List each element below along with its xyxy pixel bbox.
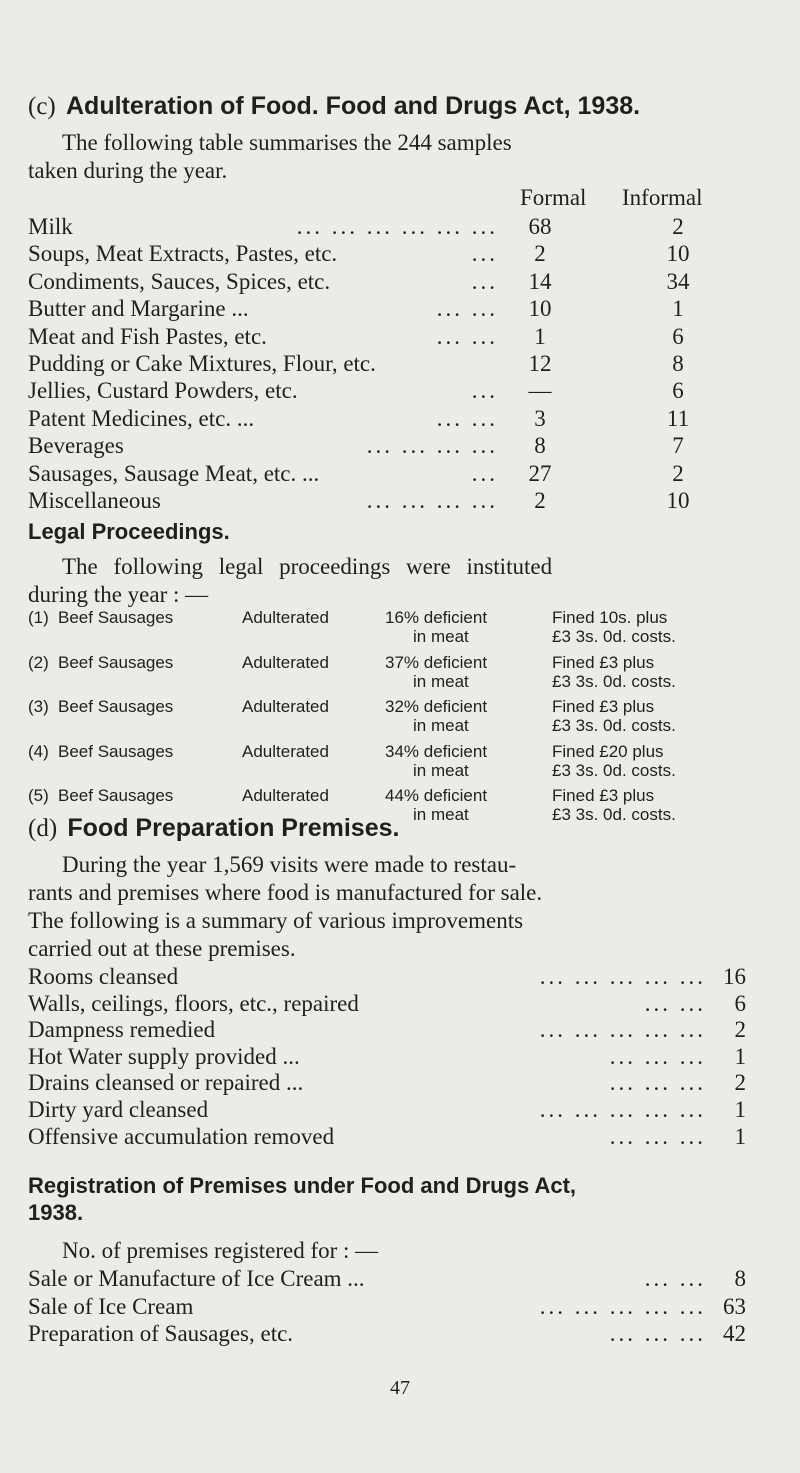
improvement-row: [28, 1017, 746, 1047]
case-penalty: Fined £20 plus: [552, 741, 664, 761]
registration-row: [28, 1266, 746, 1296]
sample-formal-count: 1: [534, 323, 546, 349]
improvement-label: Offensive accumulation removed: [28, 1123, 335, 1149]
leader-dots: ... ... ... ... ...: [539, 1293, 706, 1319]
section-c-title: Adulteration of Food. Food and Drugs Act, 1938.: [66, 92, 641, 120]
improvement-label: Dampness remedied: [28, 1017, 216, 1043]
case-number: (3): [28, 697, 49, 716]
sample-formal-count: 68: [528, 214, 552, 239]
sample-row: [28, 296, 746, 326]
sample-informal-count: 7: [672, 433, 684, 459]
case-status: Adulterated: [242, 786, 329, 805]
improvement-label: Walls, ceilings, floors, etc., repaired: [28, 990, 359, 1016]
leader-dots: ... ... ... ... ... ...: [296, 214, 498, 239]
improvement-row: [28, 964, 746, 994]
case-penalty-cont: £3 3s. 0d. costs.: [552, 805, 676, 824]
sample-row: [28, 461, 746, 491]
legal-intro-1: The following legal proceedings were instituted: [62, 554, 553, 579]
case-penalty: Fined £3 plus: [552, 786, 655, 805]
registration-row: [28, 1321, 746, 1351]
case-penalty-cont: £3 3s. 0d. costs.: [552, 671, 676, 691]
leader-dots: ... ...: [644, 1266, 706, 1291]
leader-dots: ... ... ...: [609, 1123, 706, 1149]
leader-dots: ... ... ... ... ...: [539, 1017, 706, 1043]
case-penalty: Fined £3 plus: [552, 652, 655, 672]
case-number: (2): [28, 652, 49, 672]
sample-informal-count: 11: [666, 405, 690, 431]
improvement-row: [28, 1097, 746, 1127]
legal-case: [28, 697, 768, 739]
leader-dots: ... ... ... ... ...: [539, 1097, 706, 1122]
case-number: (4): [28, 741, 49, 761]
leader-dots: ... ... ...: [609, 1070, 706, 1096]
leader-dots: ... ... ... ... ...: [539, 964, 706, 989]
sample-informal-count: 6: [672, 323, 684, 349]
legal-case: [28, 608, 768, 650]
sample-row: [28, 324, 746, 354]
legal-title: Legal Proceedings.: [28, 519, 230, 544]
case-finding-cont: in meat: [413, 760, 469, 780]
leader-dots: ...: [471, 378, 498, 404]
case-item: Beef Sausages: [58, 741, 174, 761]
case-number: (5): [28, 786, 49, 805]
case-item: Beef Sausages: [58, 786, 174, 805]
legal-case: [28, 742, 768, 784]
section-d-para-1: During the year 1,569 visits were made to restau-: [62, 852, 517, 877]
sample-row: [28, 406, 746, 436]
leader-dots: ... ...: [436, 323, 498, 349]
improvement-row: [28, 991, 746, 1021]
registration-label: Sale of Ice Cream: [28, 1293, 194, 1319]
sample-row: [28, 433, 746, 463]
sample-label: Condiments, Sauces, Spices, etc.: [28, 268, 331, 294]
sample-row: [28, 488, 746, 518]
sample-label: Jellies, Custard Powders, etc.: [28, 378, 298, 404]
sample-informal-count: 10: [666, 241, 690, 267]
sample-formal-count: 14: [528, 268, 552, 294]
registration-count: 8: [734, 1266, 746, 1291]
sample-label: Sausages, Sausage Meat, etc. ...: [28, 460, 320, 486]
improvement-row: [28, 1044, 746, 1074]
registration-title-2: 1938.: [28, 1200, 84, 1225]
case-finding-cont: in meat: [413, 716, 469, 735]
improvement-label: Rooms cleansed: [28, 964, 179, 989]
sample-formal-count: 2: [534, 488, 546, 513]
legal-intro-2: during the year : —: [28, 582, 209, 607]
case-finding: 37% deficient: [385, 652, 488, 672]
leader-dots: ... ... ... ...: [366, 488, 498, 513]
case-status: Adulterated: [242, 741, 329, 761]
leader-dots: ...: [471, 268, 498, 294]
sample-label: Pudding or Cake Mixtures, Flour, etc.: [28, 351, 376, 376]
section-c-heading: [28, 92, 640, 121]
improvement-label: Hot Water supply provided ...: [28, 1043, 300, 1069]
case-penalty: Fined 10s. plus: [552, 608, 668, 627]
case-finding: 44% deficient: [385, 786, 488, 805]
case-penalty-cont: £3 3s. 0d. costs.: [552, 627, 676, 646]
sample-label: Soups, Meat Extracts, Pastes, etc.: [28, 241, 338, 267]
registration-count: 42: [723, 1321, 746, 1346]
registration-count: 63: [723, 1293, 746, 1319]
improvement-count: 1: [734, 1043, 746, 1069]
section-c-intro-1: The following table summarises the 244 samples: [62, 130, 512, 155]
case-status: Adulterated: [242, 652, 329, 672]
sample-label: Butter and Margarine ...: [28, 296, 249, 322]
section-d-para-3: The following is a summary of various improvements: [28, 908, 524, 933]
sample-informal-count: 10: [666, 488, 690, 513]
leader-dots: ... ... ...: [609, 1321, 706, 1346]
case-penalty-cont: £3 3s. 0d. costs.: [552, 760, 676, 780]
sample-formal-count: 8: [534, 433, 546, 459]
case-item: Beef Sausages: [58, 652, 174, 672]
sample-row: [28, 241, 746, 271]
improvement-label: Drains cleansed or repaired ...: [28, 1070, 304, 1096]
registration-label: Preparation of Sausages, etc.: [28, 1321, 294, 1346]
col-header-informal: Informal: [622, 185, 703, 210]
leader-dots: ...: [471, 460, 498, 486]
case-finding: 16% deficient: [385, 608, 488, 627]
col-header-formal: Formal: [520, 185, 587, 210]
case-penalty-cont: £3 3s. 0d. costs.: [552, 716, 676, 735]
case-finding: 34% deficient: [385, 741, 488, 761]
section-d-heading: [28, 814, 399, 843]
leader-dots: ... ...: [644, 990, 706, 1016]
case-status: Adulterated: [242, 608, 329, 627]
sample-row: [28, 214, 746, 244]
improvement-count: 16: [723, 964, 746, 989]
case-finding: 32% deficient: [385, 697, 488, 716]
leader-dots: ... ... ... ...: [366, 433, 498, 459]
legal-case: [28, 653, 768, 695]
section-d-para-2: rants and premises where food is manufactured for sale.: [28, 880, 543, 905]
sample-informal-count: 34: [666, 268, 690, 294]
registration-row: [28, 1294, 746, 1324]
case-penalty: Fined £3 plus: [552, 697, 655, 716]
improvement-count: 1: [734, 1123, 746, 1149]
case-number: (1): [28, 608, 49, 627]
sample-informal-count: 2: [672, 214, 684, 239]
registration-label: Sale or Manufacture of Ice Cream ...: [28, 1266, 365, 1291]
case-item: Beef Sausages: [58, 697, 174, 716]
improvement-count: 1: [734, 1097, 746, 1122]
sample-label: Miscellaneous: [28, 488, 161, 513]
sample-label: Milk: [28, 214, 73, 239]
sample-row: [28, 378, 746, 408]
sample-informal-count: 1: [672, 296, 684, 322]
section-c-prefix: (c): [28, 93, 56, 120]
sample-informal-count: 6: [672, 378, 684, 404]
case-finding-cont: in meat: [413, 627, 469, 646]
sample-formal-count: 10: [528, 296, 552, 322]
sample-label: Meat and Fish Pastes, etc.: [28, 323, 267, 349]
improvement-row: [28, 1124, 746, 1154]
case-finding-cont: in meat: [413, 671, 469, 691]
leader-dots: ... ... ...: [609, 1043, 706, 1069]
leader-dots: ... ...: [436, 405, 498, 431]
section-c-intro-2: taken during the year.: [28, 158, 228, 183]
sample-informal-count: 2: [672, 460, 684, 486]
sample-row: [28, 269, 746, 299]
registration-intro: No. of premises registered for : —: [62, 1238, 379, 1263]
page-number: 47: [390, 1377, 410, 1399]
improvement-row: [28, 1070, 746, 1100]
sample-row: [28, 351, 746, 381]
leader-dots: ...: [471, 241, 498, 267]
leader-dots: ... ...: [436, 296, 498, 322]
sample-label: Beverages: [28, 433, 124, 459]
sample-formal-count: 2: [534, 241, 546, 267]
case-item: Beef Sausages: [58, 608, 174, 627]
section-d-prefix: (d): [28, 815, 58, 842]
sample-informal-count: 8: [672, 351, 684, 376]
sample-label: Patent Medicines, etc. ...: [28, 405, 255, 431]
improvement-count: 2: [734, 1017, 746, 1043]
improvement-count: 6: [734, 990, 746, 1016]
improvement-label: Dirty yard cleansed: [28, 1097, 209, 1122]
sample-formal-count: 27: [528, 460, 552, 486]
section-d-para-4: carried out at these premises.: [28, 936, 296, 961]
improvement-count: 2: [734, 1070, 746, 1096]
case-finding-cont: in meat: [413, 805, 469, 824]
sample-formal-count: 3: [534, 405, 546, 431]
sample-formal-count: —: [528, 378, 552, 404]
section-d-title: Food Preparation Premises.: [67, 814, 400, 842]
registration-title-1: Registration of Premises under Food and Drugs Act,: [28, 1173, 577, 1198]
case-status: Adulterated: [242, 697, 329, 716]
sample-formal-count: 12: [528, 351, 552, 376]
